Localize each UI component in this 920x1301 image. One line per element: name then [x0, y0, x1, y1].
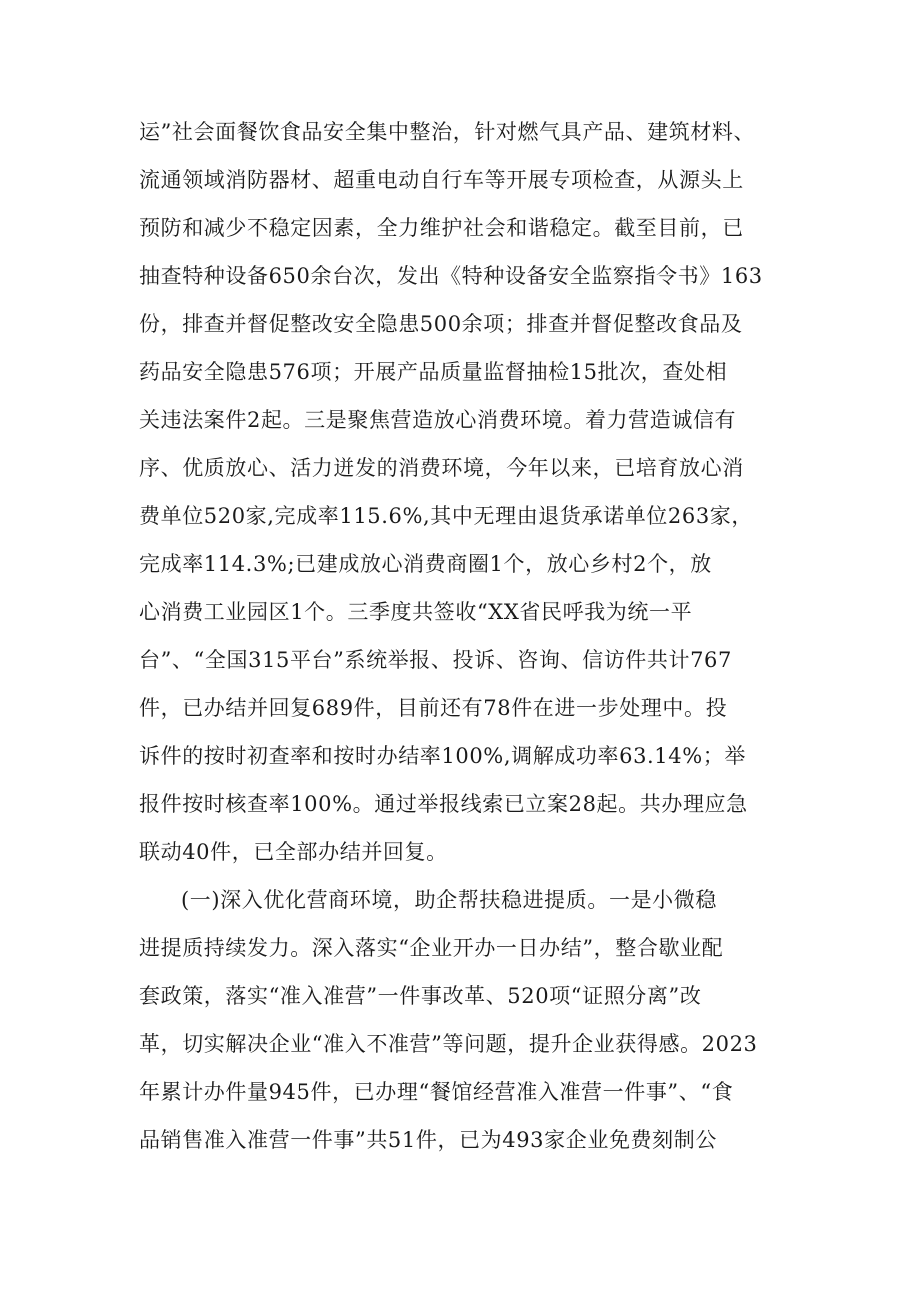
text-line: 年累计办件量945件，已办理“餐馆经营准入准营一件事”、“食 [139, 1080, 734, 1104]
text-line: 预防和减少不稳定因素，全力维护社会和谐稳定。截至目前，已 [139, 216, 744, 240]
text-line: 诉件的按时初查率和按时办结率100%,调解成功率63.14%；举 [139, 744, 746, 768]
text-line: 套政策，落实“准入准营”一件事改革、520项“证照分离”改 [139, 984, 702, 1008]
text-line: 革，切实解决企业“准入不准营”等问题，提升企业获得感。2023 [139, 1032, 758, 1056]
text-line: 份，排查并督促整改安全隐患500余项；排查并督促整改食品及 [139, 312, 743, 336]
text-line: 心消费工业园区1个。三季度共签收“XX省民呼我为统一平 [139, 600, 693, 624]
text-line: 抽查特种设备650余台次，发出《特种设备安全监察指令书》163 [139, 264, 763, 288]
text-line: 报件按时核查率100%。通过举报线索已立案28起。共办理应急 [139, 792, 748, 816]
text-line: 关违法案件2起。三是聚焦营造放心消费环境。着力营造诚信有 [139, 408, 737, 432]
text-line: 完成率114.3%;已建成放心消费商圈1个，放心乡村2个，放 [139, 552, 712, 576]
section-heading-line: (一)深入优化营商环境，助企帮扶稳进提质。一是小微稳 [181, 888, 717, 912]
text-line: 联动40件，已全部办结并回复。 [139, 840, 448, 864]
text-line: 序、优质放心、活力迸发的消费环境，今年以来，已培育放心消 [139, 456, 744, 480]
text-line: 件，已办结并回复689件，目前还有78件在进一步处理中。投 [139, 696, 728, 720]
text-line: 进提质持续发力。深入落实“企业开办一日办结”，整合歇业配 [139, 936, 724, 960]
text-line: 台”、“全国315平台”系统举报、投诉、咨询、信访件共计767 [139, 648, 732, 672]
text-line: 品销售准入准营一件事”共51件，已为493家企业免费刻制公 [139, 1128, 717, 1152]
text-line: 费单位520家,完成率115.6%,其中无理由退货承诺单位263家， [139, 504, 753, 528]
text-line: 流通领域消防器材、超重电动自行车等开展专项检查，从源头上 [139, 168, 744, 192]
text-line: 药品安全隐患576项；开展产品质量监督抽检15批次，查处相 [139, 360, 728, 384]
text-line: 运”社会面餐饮食品安全集中整治，针对燃气具产品、建筑材料、 [139, 120, 756, 144]
